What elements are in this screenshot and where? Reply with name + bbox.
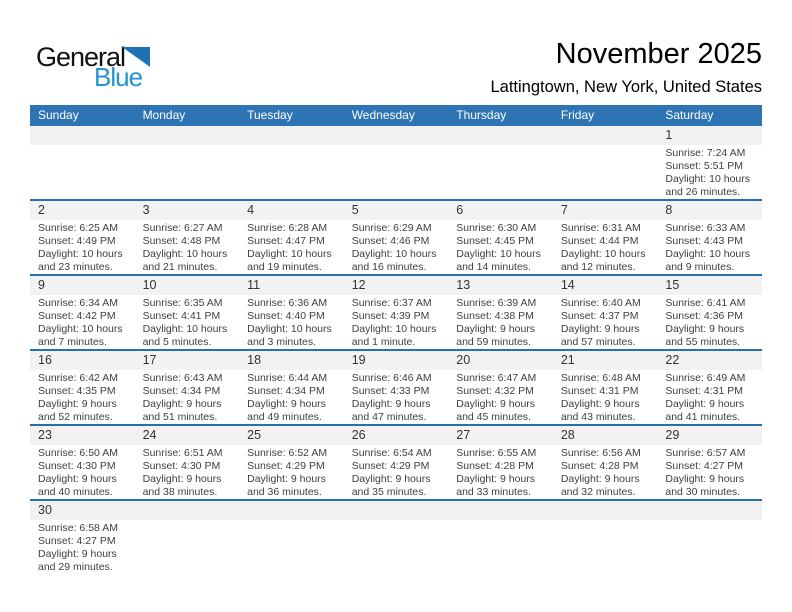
day-info-line: Daylight: 9 hours: [560, 398, 640, 410]
empty-day-cell: [657, 520, 762, 574]
day-info-line: and 51 minutes.: [142, 411, 218, 423]
day-info-line: Sunrise: 7:24 AM: [665, 147, 746, 159]
day-info-line: Daylight: 9 hours: [38, 548, 117, 560]
day-number: 29: [665, 428, 680, 442]
day-cell: [239, 445, 344, 499]
day-info-line: Daylight: 9 hours: [456, 473, 536, 485]
day-details-row: [30, 145, 762, 199]
day-number: 25: [247, 428, 262, 442]
day-info-line: Sunset: 4:34 PM: [247, 385, 325, 397]
day-info-line: and 12 minutes.: [560, 261, 636, 273]
day-info-line: Sunrise: 6:35 AM: [142, 297, 223, 309]
day-info-line: Daylight: 9 hours: [142, 473, 222, 485]
day-info-line: Sunset: 4:47 PM: [247, 235, 325, 247]
day-cell: [448, 220, 553, 274]
day-cell: [30, 445, 135, 499]
day-info-line: Sunrise: 6:41 AM: [665, 297, 746, 309]
day-cell: [448, 370, 553, 424]
day-info-line: and 16 minutes.: [351, 261, 427, 273]
weekday-header-thursday: Thursday: [456, 108, 507, 122]
day-info-line: Sunrise: 6:42 AM: [38, 372, 118, 384]
day-number: 19: [351, 353, 366, 367]
day-info-line: Sunrise: 6:56 AM: [560, 447, 641, 459]
day-number: 18: [247, 353, 262, 367]
day-info-line: Sunset: 4:29 PM: [247, 460, 325, 472]
day-info-line: Daylight: 9 hours: [247, 398, 326, 410]
day-info-line: Sunrise: 6:50 AM: [38, 447, 118, 459]
day-details-row: [30, 220, 762, 274]
empty-day-number: [448, 126, 553, 145]
day-cell: [553, 370, 658, 424]
day-info-line: Sunset: 4:48 PM: [142, 235, 221, 247]
day-info-line: and 5 minutes.: [142, 336, 212, 348]
empty-day-number: [239, 126, 344, 145]
empty-day-number: [553, 501, 658, 520]
day-info-line: Daylight: 9 hours: [665, 398, 745, 410]
empty-day-number: [448, 501, 553, 520]
day-cell: [657, 370, 762, 424]
empty-day-number: [135, 501, 240, 520]
empty-day-number: [135, 126, 240, 145]
empty-day-cell: [344, 145, 449, 199]
day-info-line: Daylight: 9 hours: [351, 398, 431, 410]
day-info-line: Sunset: 4:31 PM: [665, 385, 744, 397]
day-number: 6: [456, 203, 464, 217]
day-cell: [30, 370, 135, 424]
day-info-line: Daylight: 9 hours: [665, 323, 745, 335]
weekday-header-wednesday: Wednesday: [351, 108, 415, 122]
day-cell: [344, 370, 449, 424]
day-info-line: and 7 minutes.: [38, 336, 107, 348]
day-cell: [553, 445, 658, 499]
empty-day-cell: [239, 145, 344, 199]
day-info-line: Sunset: 4:44 PM: [560, 235, 639, 247]
day-info-line: and 36 minutes.: [247, 486, 322, 498]
day-info-line: and 23 minutes.: [38, 261, 113, 273]
day-cell: [135, 220, 240, 274]
day-cell: [657, 295, 762, 349]
day-info-line: and 21 minutes.: [142, 261, 218, 273]
weekday-header-sunday: Sunday: [38, 108, 79, 122]
week-row: [30, 126, 762, 199]
empty-day-cell: [553, 145, 658, 199]
day-cell: [344, 220, 449, 274]
empty-day-number: [239, 501, 344, 520]
empty-day-number: [553, 126, 658, 145]
day-info-line: Sunset: 4:34 PM: [142, 385, 221, 397]
day-info-line: and 52 minutes.: [38, 411, 113, 423]
day-info-line: Sunrise: 6:44 AM: [247, 372, 328, 384]
general-blue-logo: [36, 44, 196, 104]
day-info-line: and 49 minutes.: [247, 411, 322, 423]
day-number: 12: [351, 278, 366, 292]
week-row: [30, 499, 762, 574]
day-info-line: Daylight: 10 hours: [456, 248, 541, 260]
day-info-line: and 26 minutes.: [665, 186, 741, 198]
day-cell: [135, 295, 240, 349]
day-info-line: Daylight: 9 hours: [247, 473, 326, 485]
day-info-line: and 57 minutes.: [560, 336, 636, 348]
week-row: [30, 274, 762, 349]
day-number: 27: [456, 428, 471, 442]
day-number: 15: [665, 278, 680, 292]
day-info-line: and 35 minutes.: [351, 486, 427, 498]
day-info-line: Sunrise: 6:29 AM: [351, 222, 432, 234]
day-cell: [657, 220, 762, 274]
day-cell: [135, 445, 240, 499]
day-info-line: Sunrise: 6:28 AM: [247, 222, 328, 234]
day-details-row: [30, 295, 762, 349]
day-info-line: Daylight: 10 hours: [247, 248, 332, 260]
day-info-line: and 47 minutes.: [351, 411, 427, 423]
weekday-header-friday: Friday: [560, 108, 595, 122]
week-row: [30, 424, 762, 499]
day-number-band: [30, 126, 762, 145]
day-info-line: Sunset: 4:35 PM: [38, 385, 116, 397]
day-info-line: and 32 minutes.: [560, 486, 636, 498]
day-info-line: Sunrise: 6:36 AM: [247, 297, 328, 309]
logo-word-general: General: [36, 42, 126, 72]
day-info-line: Sunrise: 6:25 AM: [38, 222, 118, 234]
day-info-line: Sunrise: 6:57 AM: [665, 447, 746, 459]
day-number: 17: [142, 353, 157, 367]
day-info-line: Sunset: 4:40 PM: [247, 310, 325, 322]
day-info-line: Sunset: 4:43 PM: [665, 235, 744, 247]
day-info-line: Sunset: 4:38 PM: [456, 310, 534, 322]
day-number: 16: [38, 353, 52, 367]
day-info-line: Daylight: 9 hours: [456, 323, 536, 335]
empty-day-cell: [239, 520, 344, 574]
day-number: 8: [665, 203, 673, 217]
day-info-line: and 45 minutes.: [456, 411, 531, 423]
empty-day-number: [657, 501, 762, 520]
day-info-line: Sunset: 4:28 PM: [560, 460, 639, 472]
weekday-header-saturday: Saturday: [665, 108, 714, 122]
day-info-line: Daylight: 10 hours: [38, 323, 123, 335]
day-info-line: Sunrise: 6:40 AM: [560, 297, 641, 309]
day-info-line: and 41 minutes.: [665, 411, 741, 423]
day-cell: [448, 295, 553, 349]
day-number: 4: [247, 203, 255, 217]
day-info-line: Daylight: 10 hours: [560, 248, 646, 260]
empty-day-number: [30, 126, 135, 145]
month-title: November 2025: [555, 38, 762, 70]
day-number: 10: [142, 278, 157, 292]
day-info-line: Sunrise: 6:55 AM: [456, 447, 537, 459]
day-cell: [239, 295, 344, 349]
day-info-line: Sunrise: 6:27 AM: [142, 222, 223, 234]
day-info-line: Sunrise: 6:48 AM: [560, 372, 641, 384]
empty-day-cell: [30, 145, 135, 199]
day-info-line: Sunset: 4:28 PM: [456, 460, 534, 472]
day-info-line: Sunset: 4:41 PM: [142, 310, 221, 322]
day-info-line: Sunrise: 6:52 AM: [247, 447, 328, 459]
day-info-line: Sunrise: 6:51 AM: [142, 447, 223, 459]
week-row: [30, 199, 762, 274]
day-info-line: Daylight: 10 hours: [665, 248, 751, 260]
day-details-row: [30, 370, 762, 424]
day-number: 22: [665, 353, 680, 367]
weekday-header-tuesday: Tuesday: [247, 108, 293, 122]
logo-word-blue: Blue: [94, 62, 143, 92]
day-cell: [553, 295, 658, 349]
day-info-line: Daylight: 10 hours: [142, 248, 228, 260]
day-info-line: Sunrise: 6:46 AM: [351, 372, 432, 384]
day-info-line: Sunset: 4:31 PM: [560, 385, 639, 397]
day-cell: [553, 220, 658, 274]
day-info-line: Sunrise: 6:39 AM: [456, 297, 537, 309]
empty-day-cell: [135, 145, 240, 199]
day-info-line: Daylight: 9 hours: [142, 398, 222, 410]
day-info-line: Sunrise: 6:34 AM: [38, 297, 118, 309]
day-info-line: Sunset: 4:30 PM: [142, 460, 221, 472]
empty-day-cell: [553, 520, 658, 574]
day-number: 20: [456, 353, 471, 367]
day-cell: [657, 145, 762, 199]
day-info-line: Daylight: 10 hours: [142, 323, 228, 335]
day-info-line: Sunset: 4:45 PM: [456, 235, 534, 247]
day-info-line: and 59 minutes.: [456, 336, 531, 348]
weekday-header-monday: Monday: [142, 108, 186, 122]
day-info-line: Sunset: 4:49 PM: [38, 235, 116, 247]
day-info-line: Sunset: 4:27 PM: [665, 460, 744, 472]
day-info-line: and 30 minutes.: [665, 486, 741, 498]
weekday-header-row: [30, 105, 762, 126]
day-info-line: Sunset: 4:29 PM: [351, 460, 430, 472]
day-number: 14: [560, 278, 575, 292]
day-number: 28: [560, 428, 575, 442]
day-cell: [135, 370, 240, 424]
day-number-band: [30, 351, 762, 370]
day-number: 13: [456, 278, 471, 292]
day-number: 24: [142, 428, 157, 442]
day-number: 30: [38, 503, 52, 517]
day-info-line: Sunrise: 6:43 AM: [142, 372, 223, 384]
day-cell: [239, 220, 344, 274]
empty-day-cell: [448, 520, 553, 574]
day-info-line: and 29 minutes.: [38, 561, 113, 573]
day-info-line: Sunset: 4:46 PM: [351, 235, 430, 247]
day-info-line: Daylight: 10 hours: [351, 323, 437, 335]
day-info-line: Sunrise: 6:30 AM: [456, 222, 537, 234]
day-info-line: Sunset: 4:27 PM: [38, 535, 116, 547]
day-info-line: Sunrise: 6:33 AM: [665, 222, 746, 234]
day-info-line: Sunset: 4:36 PM: [665, 310, 744, 322]
day-info-line: Sunrise: 6:47 AM: [456, 372, 537, 384]
day-cell: [239, 370, 344, 424]
day-info-line: Sunrise: 6:54 AM: [351, 447, 432, 459]
day-info-line: and 14 minutes.: [456, 261, 531, 273]
title-block: [262, 38, 762, 97]
day-info-line: Sunset: 4:37 PM: [560, 310, 639, 322]
empty-day-number: [344, 501, 449, 520]
day-info-line: Sunrise: 6:58 AM: [38, 522, 118, 534]
day-info-line: Sunset: 4:32 PM: [456, 385, 534, 397]
day-number: 23: [38, 428, 52, 442]
empty-day-number: [344, 126, 449, 145]
day-number: 9: [38, 278, 45, 292]
day-info-line: and 3 minutes.: [247, 336, 317, 348]
day-info-line: Sunrise: 6:31 AM: [560, 222, 641, 234]
calendar-grid: [30, 105, 762, 574]
day-info-line: Daylight: 9 hours: [456, 398, 536, 410]
day-info-line: Daylight: 9 hours: [38, 398, 117, 410]
empty-day-cell: [344, 520, 449, 574]
day-cell: [30, 520, 135, 574]
day-cell: [344, 445, 449, 499]
day-info-line: Daylight: 10 hours: [247, 323, 332, 335]
day-number-band: [30, 276, 762, 295]
location-subtitle: Lattingtown, New York, United States: [490, 78, 762, 97]
empty-day-cell: [448, 145, 553, 199]
empty-day-cell: [135, 520, 240, 574]
day-info-line: and 33 minutes.: [456, 486, 531, 498]
day-number: 2: [38, 203, 45, 217]
day-cell: [30, 220, 135, 274]
day-number: 5: [351, 203, 359, 217]
day-info-line: Daylight: 10 hours: [351, 248, 437, 260]
day-info-line: Daylight: 10 hours: [665, 173, 751, 185]
day-info-line: Sunrise: 6:49 AM: [665, 372, 746, 384]
day-number: 26: [351, 428, 366, 442]
day-info-line: and 9 minutes.: [665, 261, 735, 273]
day-info-line: and 43 minutes.: [560, 411, 636, 423]
day-details-row: [30, 445, 762, 499]
day-info-line: Sunset: 5:51 PM: [665, 160, 744, 172]
day-cell: [344, 295, 449, 349]
day-number-band: [30, 501, 762, 520]
day-details-row: [30, 520, 762, 574]
day-number: 7: [560, 203, 568, 217]
day-number: 21: [560, 353, 575, 367]
day-info-line: Daylight: 9 hours: [560, 323, 640, 335]
day-info-line: Sunset: 4:39 PM: [351, 310, 430, 322]
day-info-line: Daylight: 9 hours: [38, 473, 117, 485]
day-number: 3: [142, 203, 150, 217]
day-number: 11: [247, 278, 261, 292]
day-info-line: Daylight: 9 hours: [560, 473, 640, 485]
day-info-line: Sunrise: 6:37 AM: [351, 297, 432, 309]
day-info-line: and 38 minutes.: [142, 486, 218, 498]
day-info-line: and 40 minutes.: [38, 486, 113, 498]
day-cell: [448, 445, 553, 499]
day-number-band: [30, 426, 762, 445]
day-info-line: Sunset: 4:42 PM: [38, 310, 116, 322]
day-number: 1: [665, 128, 673, 142]
day-info-line: Sunset: 4:33 PM: [351, 385, 430, 397]
day-info-line: and 19 minutes.: [247, 261, 322, 273]
day-info-line: Daylight: 9 hours: [665, 473, 745, 485]
week-row: [30, 349, 762, 424]
day-info-line: and 1 minute.: [351, 336, 416, 348]
day-cell: [30, 295, 135, 349]
day-number-band: [30, 201, 762, 220]
day-info-line: and 55 minutes.: [665, 336, 741, 348]
day-cell: [657, 445, 762, 499]
day-info-line: Daylight: 9 hours: [351, 473, 431, 485]
day-info-line: Sunset: 4:30 PM: [38, 460, 116, 472]
day-info-line: Daylight: 10 hours: [38, 248, 123, 260]
